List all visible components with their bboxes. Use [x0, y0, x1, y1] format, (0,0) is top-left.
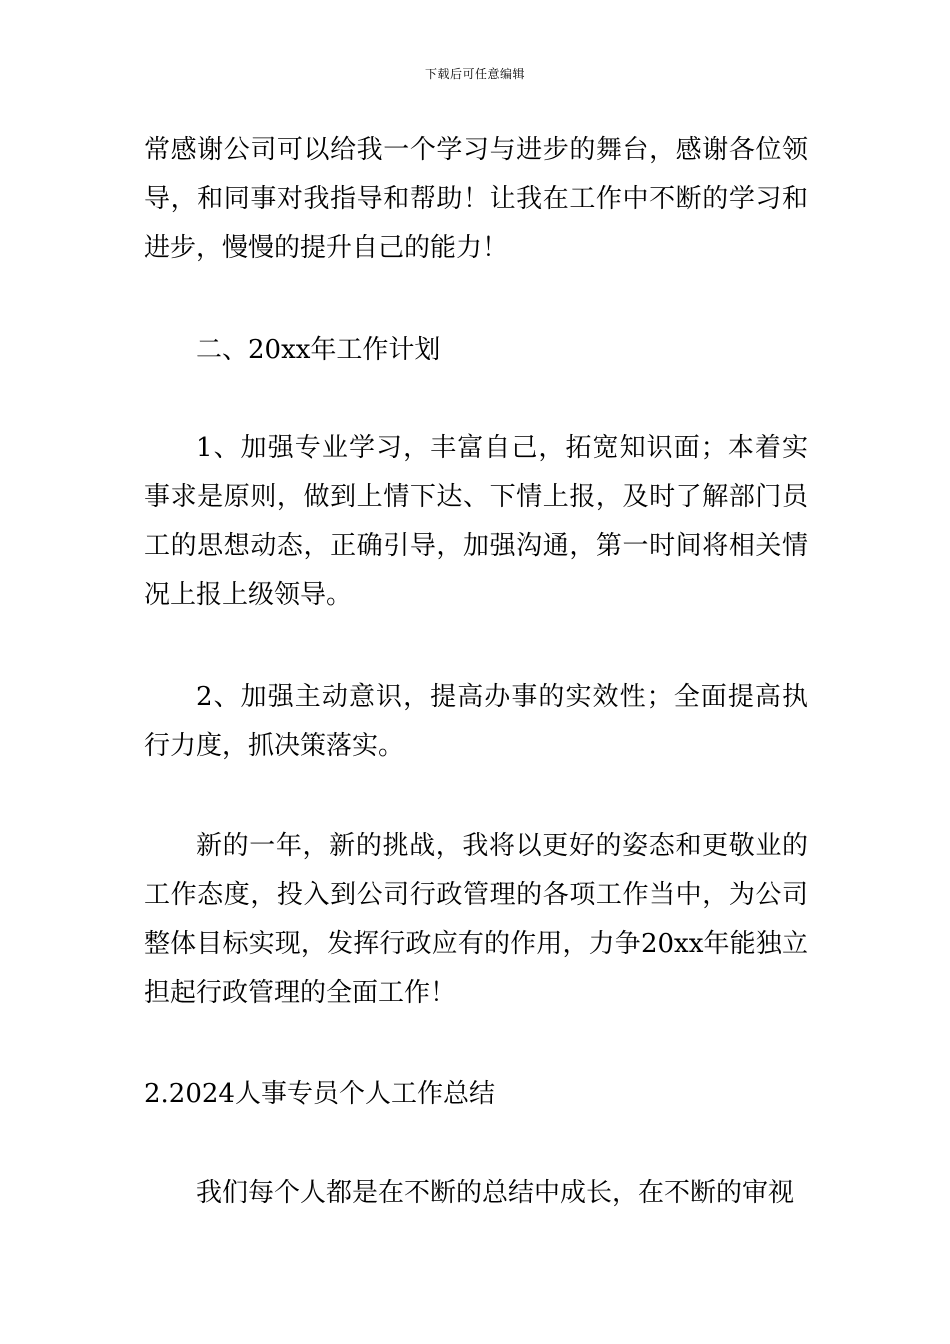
- paragraph-plan-item-2: 2、加强主动意识，提高办事的实效性；全面提高执行力度，抓决策落实。: [144, 682, 808, 761]
- paragraph-new-year: 新的一年，新的挑战，我将以更好的姿态和更敬业的工作态度，投入到公司行政管理的各项工作当中，为公司整体目标实现，发挥行政应有的作用，力争20xx年能独立担起行政管理的全面工作！: [144, 831, 808, 1008]
- paragraph-plan-item-1: 1、加强专业学习，丰富自己，拓宽知识面；本着实事求是原则，做到上情下达、下情上报，及时了解部门员工的思想动态，正确引导，加强沟通，第一时间将相关情况上报上级领导。: [144, 433, 808, 610]
- paragraph-thanks: 常感谢公司可以给我一个学习与进步的舞台，感谢各位领导，和同事对我指导和帮助！让我在工作中不断的学习和进步，慢慢的提升自己的能力！: [144, 135, 808, 263]
- page-header-note: 下载后可任意编辑: [424, 67, 525, 81]
- paragraph-summary-intro: 我们每个人都是在不断的总结中成长，在不断的审视: [196, 1178, 795, 1208]
- section-heading-work-plan: 二、20xx年工作计划: [196, 335, 441, 365]
- section-title-summary: 2.2024人事专员个人工作总结: [144, 1079, 495, 1109]
